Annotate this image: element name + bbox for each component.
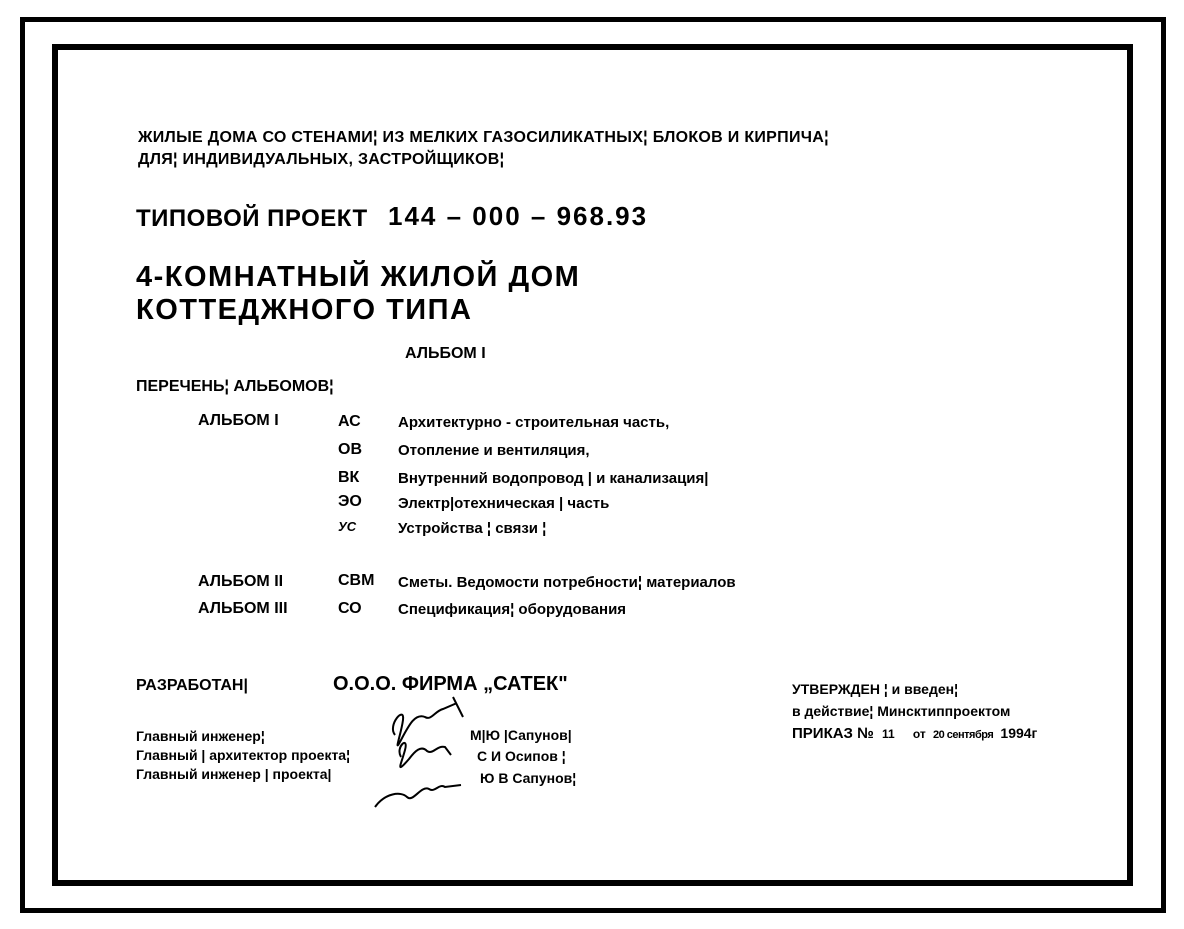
building-title-line1: 4-КОМНАТНЫЙ ЖИЛОЙ ДОМ: [136, 261, 581, 293]
order-line: [792, 725, 1037, 742]
section-code-svm: СВМ: [338, 572, 375, 589]
section-name-ov: Отопление и вентиляция,: [398, 442, 590, 459]
section-name-as: Архитектурно - строительная часть,: [398, 414, 670, 431]
albums-list-label: ПЕРЕЧЕНЬ¦ АЛЬБОМОВ¦: [136, 378, 334, 395]
section-code-so: СО: [338, 600, 362, 617]
project-label: ТИПОВОЙ ПРОЕКТ: [136, 205, 368, 232]
album-2-label: АЛЬБОМ II: [198, 573, 284, 590]
section-name-vk: Внутренний водопровод | и канализация|: [398, 470, 709, 487]
current-album: АЛЬБОМ I: [405, 345, 486, 362]
developer-label: РАЗРАБОТАН|: [136, 677, 248, 694]
section-code-us: УС: [338, 519, 357, 534]
staff-role-1: Главный инженер¦: [136, 728, 265, 744]
approval-line2: в действие¦ Минсктиппроектом: [792, 703, 1011, 719]
section-name-svm: Сметы. Ведомости потребности¦ материалов: [398, 574, 736, 591]
building-title-line2: КОТТЕДЖНОГО ТИПА: [136, 294, 473, 326]
project-number: 144 – 000 – 968.93: [388, 201, 649, 231]
series-title-line1: ЖИЛЫЕ ДОМА СО СТЕНАМИ¦ ИЗ МЕЛКИХ ГАЗОСИЛИКАТНЫХ¦ БЛОКОВ И КИРПИЧА¦: [138, 129, 829, 146]
section-code-ov: ОВ: [338, 441, 362, 458]
signatures: [365, 685, 480, 815]
staff-role-3: Главный инженер | проекта|: [136, 766, 332, 782]
section-name-us: Устройства ¦ связи ¦: [398, 520, 547, 537]
album-1-label: АЛЬБОМ I: [198, 412, 279, 429]
staff-name-1: М|Ю |Сапунов|: [470, 727, 572, 743]
order-date-day-month: 20 сентября: [932, 729, 994, 741]
section-name-eo: Электр|отехническая | часть: [398, 495, 610, 512]
staff-role-2: Главный | архитектор проекта¦: [136, 747, 351, 763]
album-3-label: АЛЬБОМ III: [198, 600, 288, 617]
approval-line1: УТВЕРЖДЕН ¦ и введен¦: [792, 681, 958, 697]
section-code-eo: ЭО: [338, 493, 362, 510]
developer-firm: О.О.О. ФИРМА „САТЕК": [333, 673, 568, 695]
series-title-line2: ДЛЯ¦ ИНДИВИДУАЛЬНЫХ, ЗАСТРОЙЩИКОВ¦: [138, 151, 505, 168]
order-label: ПРИКАЗ №: [792, 725, 874, 742]
order-number: 11: [882, 727, 895, 741]
order-date-year: 1994г: [1000, 725, 1038, 741]
staff-name-3: Ю В Сапунов¦: [480, 770, 577, 786]
staff-name-2: С И Осипов ¦: [477, 748, 566, 764]
order-date-prefix: от: [912, 727, 926, 741]
section-name-so: Спецификация¦ оборудования: [398, 601, 627, 618]
section-code-vk: ВК: [338, 469, 360, 486]
section-code-as: АС: [338, 413, 361, 430]
